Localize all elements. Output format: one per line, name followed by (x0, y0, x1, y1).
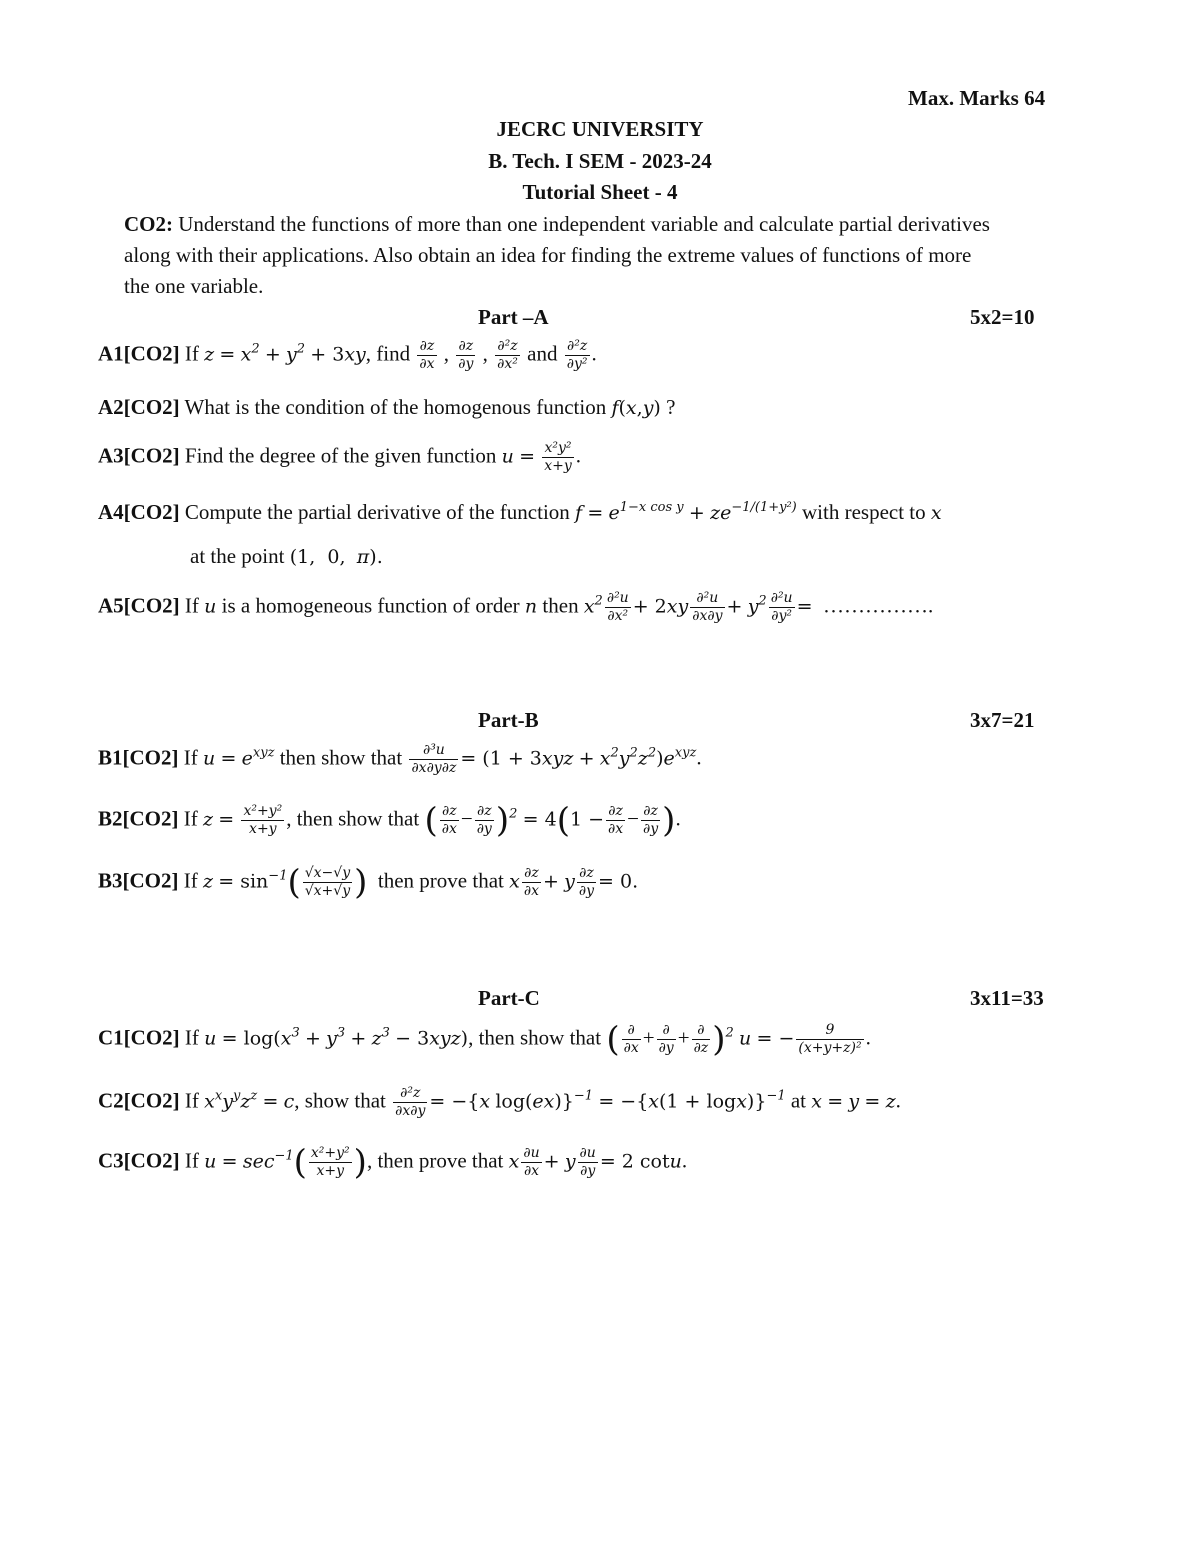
part-b-title: Part-B (478, 708, 539, 732)
part-c-title: Part-C (478, 986, 540, 1010)
objective-line-3: the one variable. (124, 274, 264, 298)
question-b1: B1[CO2] If $u = e^{xyz}$ then show that $\frac{\text{∂³u}}{\partial x\partial y\partial z}$ = $(1 + 3xyz + x^2y^2z^2)e^{xyz}$. (98, 742, 702, 776)
objective-line-2: along with their applications. Also obtain an idea for finding the extreme values of functions of more (124, 243, 972, 267)
university-name: JECRC UNIVERSITY (496, 117, 704, 141)
question-b2: B2[CO2] If z = $\frac{\text{x²+y²}}{x+y}$ , then show that ( $\frac{\partial z}{\partial x}$ − $\frac{\partial z}{\partial y}$ )$^2$ = 4(1 − $\frac{\partial z}{\partial x}$ − $\frac{\partial z}{\partial y}$ ). (98, 800, 681, 841)
part-a-marks: 5x2=10 (970, 305, 1035, 329)
part-b-marks: 3x7=21 (970, 708, 1035, 732)
question-a2: A2[CO2] What is the condition of the homogenous function f(x,y) ? (98, 395, 676, 419)
course-title: B. Tech. I SEM - 2023-24 (488, 149, 712, 173)
question-a1: A1[CO2] If $z = x^2 + y^2 + 3xy$, find $\frac{\partial z}{\partial x}$ , $\frac{\partial z}{\partial y}$ , $\frac{\text{∂²z}}{\text{∂x²}}$ and $\frac{\text{∂²z}}{\text{∂y²}}$ . (98, 338, 597, 372)
question-a3: A3[CO2] Find the degree of the given function u = $\frac{\text{x²y²}}{x+y}$ . (98, 440, 582, 474)
objective-line-1: CO2: Understand the functions of more than one independent variable and calculate partial derivatives (124, 212, 990, 236)
objective-label: CO2: (124, 212, 173, 236)
question-a4-point: at the point (1, 0, π). (190, 544, 383, 568)
part-a-title: Part –A (478, 305, 549, 329)
part-c-marks: 3x11=33 (970, 986, 1044, 1010)
question-c1: C1[CO2] If $u = \log(x^3 + y^3 + z^3 - 3xyz)$, then show that ( $\frac{\partial}{\partial x}$ + $\frac{\partial}{\partial y}$ + $\frac{\partial}{\partial z}$ )$^2$ u = − $\frac{9}{\text{(x+y+z)²}}$ . (98, 1019, 871, 1060)
question-a5: A5[CO2] If u is a homogeneous function of order n then $x^2$ $\frac{\text{∂²u}}{\text{∂x²}}$ + 2xy $\frac{\text{∂²u}}{\partial x\partial y}$ + $y^2$ $\frac{\text{∂²u}}{\text{∂y²}}$ = ……………. (98, 590, 934, 624)
question-c3: C3[CO2] If $u = \sec^{-1}$( $\frac{\text{x²+y²}}{x+y}$ ), then prove that x $\frac{\partial u}{\partial x}$ + y $\frac{\partial u}{\partial y}$ = 2 cotu. (98, 1142, 688, 1183)
question-a4: A4[CO2] Compute the partial derivative of the function $f = e^{1-x cos y} + ze^{-1/(1+y^2)}$ with respect to x (98, 500, 942, 524)
question-c2: C2[CO2] If $x^xy^yz^z = c$, show that $\frac{\text{∂²z}}{\partial x\partial y}$ = −{x $\log(ex)\}^{-1} = -\{x(1 + \log x)\}^{-1}$ at x = y = z. (98, 1085, 901, 1119)
question-b3: B3[CO2] If $z = \sin^{-1}$( $\frac{√x-√y}{√x+√y}$ ) then prove that x $\frac{\partial z}{\partial x}$ + y $\frac{\partial z}{\partial y}$ = 0. (98, 862, 639, 903)
sheet-title: Tutorial Sheet - 4 (522, 180, 678, 204)
max-marks: Max. Marks 64 (908, 86, 1046, 110)
